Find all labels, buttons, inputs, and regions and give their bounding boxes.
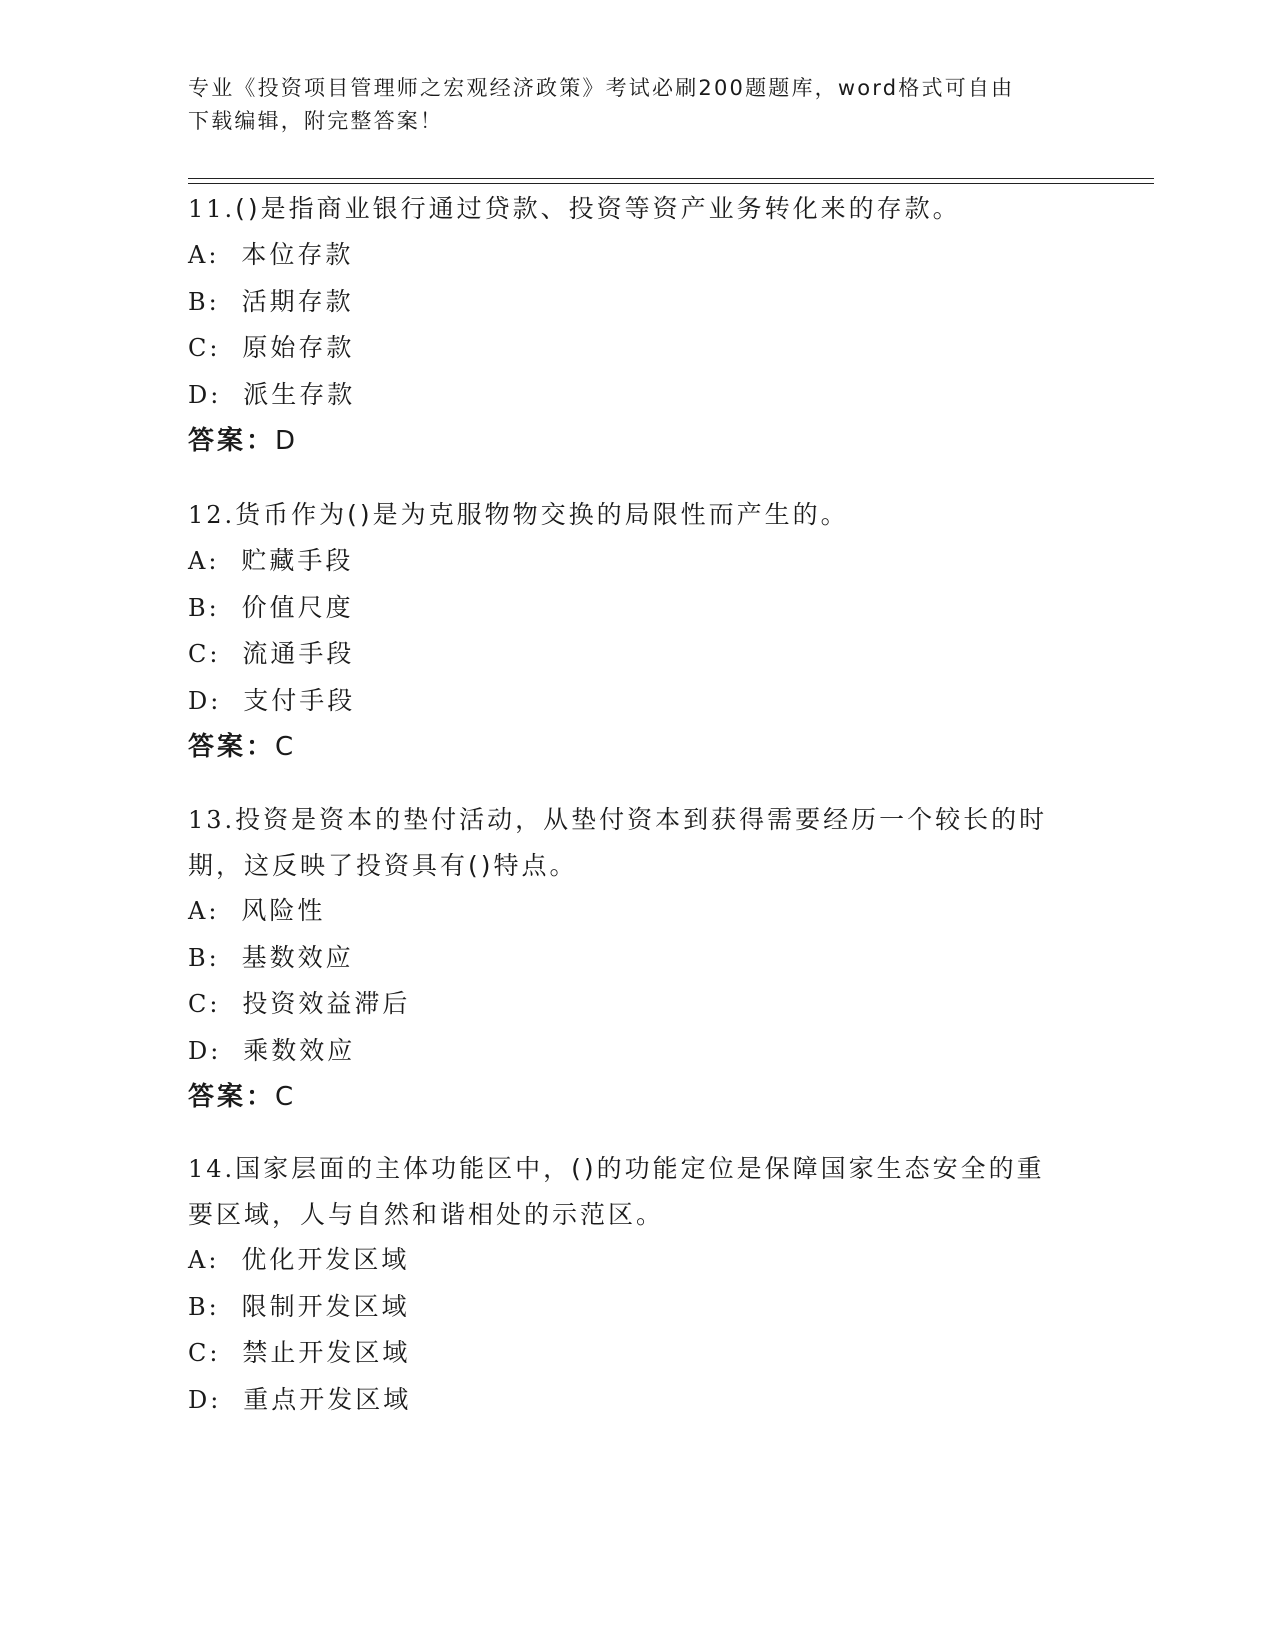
option-b: B: 价值尺度 xyxy=(188,592,354,622)
option-d: D: 乘数效应 xyxy=(188,1035,356,1065)
option-c: C: 流通手段 xyxy=(188,639,355,668)
question-number: 13. xyxy=(188,806,236,834)
question-stem xyxy=(188,186,1088,232)
question-text: 国家层面的主体功能区中，()的功能定位是保障国家生态安全的重 xyxy=(235,1154,1045,1183)
answer-value: D xyxy=(275,426,298,456)
question-stem xyxy=(188,1146,1088,1192)
option-c: C: 原始存款 xyxy=(188,333,355,362)
question-stem-continued: 要区域，人与自然和谐相处的示范区。 xyxy=(188,1200,665,1229)
option-b: B: 活期存款 xyxy=(188,286,354,316)
option-a: A: 优化开发区域 xyxy=(188,1245,410,1274)
question-stem-continued: 期，这反映了投资具有()特点。 xyxy=(188,851,578,880)
answer: 答案：D xyxy=(188,426,298,456)
question-number: 11. xyxy=(188,195,236,223)
question-number: 14. xyxy=(188,1155,236,1183)
document-header xyxy=(188,72,1068,138)
question-number: 12. xyxy=(188,501,236,529)
answer: 答案：C xyxy=(188,1082,296,1112)
question-14 xyxy=(188,1146,1088,1423)
option-d: D: 重点开发区域 xyxy=(188,1384,412,1414)
question-13 xyxy=(188,797,1088,1120)
header-divider-top xyxy=(188,178,1154,179)
question-text: ()是指商业银行通过贷款、投资等资产业务转化来的存款。 xyxy=(235,194,961,223)
question-stem xyxy=(188,492,1088,538)
question-text: 货币作为()是为克服物物交换的局限性而产生的。 xyxy=(235,500,849,529)
option-c: C: 禁止开发区域 xyxy=(188,1338,411,1367)
option-a: A: 贮藏手段 xyxy=(188,546,354,575)
option-d: D: 派生存款 xyxy=(188,379,356,409)
header-divider-bottom xyxy=(188,183,1154,184)
question-11 xyxy=(188,186,1088,464)
header-line-1: 专业《投资项目管理师之宏观经济政策》考试必刷200题题库，word格式可自由 xyxy=(188,76,1015,100)
option-d: D: 支付手段 xyxy=(188,685,356,715)
question-12 xyxy=(188,492,1088,770)
option-b: B: 基数效应 xyxy=(188,942,354,972)
question-text: 投资是资本的垫付活动，从垫付资本到获得需要经历一个较长的时 xyxy=(235,805,1048,834)
answer-value: C xyxy=(275,732,296,762)
option-a: A: 本位存款 xyxy=(188,240,354,269)
option-c: C: 投资效益滞后 xyxy=(188,989,411,1018)
answer: 答案：C xyxy=(188,732,296,762)
question-stem xyxy=(188,797,1088,843)
option-b: B: 限制开发区域 xyxy=(188,1291,410,1321)
answer-value: C xyxy=(275,1082,296,1112)
option-a: A: 风险性 xyxy=(188,896,326,925)
header-line-2: 下载编辑，附完整答案！ xyxy=(188,109,444,133)
